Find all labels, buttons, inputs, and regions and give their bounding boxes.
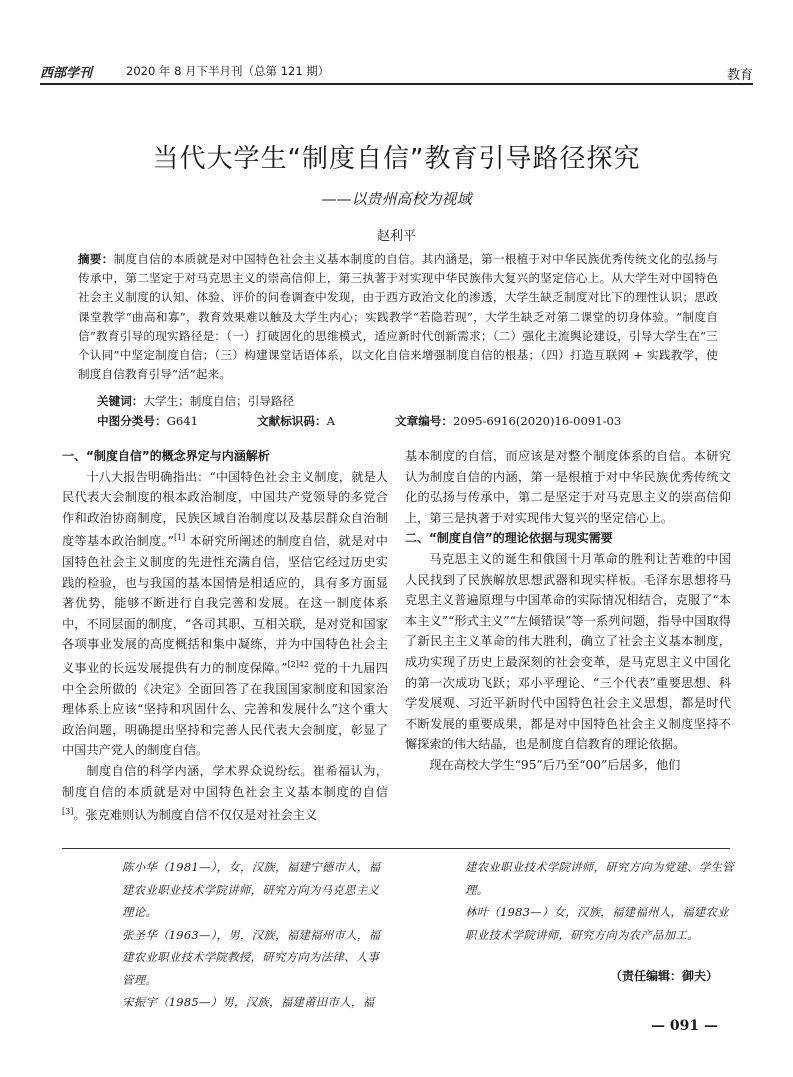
footnote-author-3: 宋振宇（1985—）男，汉族，福建莆田市人，福 (122, 995, 375, 1009)
footnote-author-2: 张圣华（1963—），男，汉族，福建福州市人，福建农业职业技术学院教授，研究方向为法律、人事管理。 (122, 927, 381, 987)
footnote-author-4: 林叶（1983—）女，汉族，福建福州人，福建农业职业技术学院讲师，研究方向为农产品加工。 (465, 905, 730, 942)
text-run: 党的十九届四中全会所做的《决定》全面回答了在我国国家制度和国家治理体系上应该“坚持和巩固什么、完善和发展什么”这个重大政治问题，明确提出坚持和完善人民代表大会制度，彰显了中国共产党人的制度自信。 (62, 661, 388, 758)
section-2-heading: 二、“制度自信”的理论依据与现实需要 (405, 531, 613, 546)
clc-value: G641 (166, 414, 198, 428)
section-1-paragraph-2-continued: 基本制度的自信，而应该是对整个制度体系的自信。本研究认为制度自信的内涵，第一是根植于对中华民族优秀传统文化的弘扬与传承中，第二是坚定于对马克思主义的崇高信仰上，第三是执著于对实现伟大复兴的坚定信心上。 (405, 449, 731, 525)
journal-logo: 西部学刊 (40, 66, 93, 81)
abstract-label: 摘要： (78, 252, 114, 266)
text-run: 。张克难则认为制度自信不仅仅是对社会主义 (73, 808, 318, 823)
text-run: 本研究所阐述的制度自信，就是对中国特色社会主义制度的先进性充满自信，坚信它经过历史实践的检验，也与我国的基本国情是相适应的，具有多方面显著优势，能够不断进行自我完善和发展。在这一制度体系中，不同层面的制度，“各司其职、互相关联，是对党和国家各项事业发展的高度概括和集中凝练，并为中国特色社会主义事业的长远发展提供有力的制度保障。” (62, 534, 388, 676)
clc-label: 中图分类号： (97, 414, 167, 428)
footnote-author-3-continued: 建农业职业技术学院讲师，研究方向为党建、学生管理。 (465, 860, 734, 897)
article-author: 赵利平 (376, 229, 416, 244)
page-number: — 091 — (651, 1018, 718, 1034)
issue-info: 2020 年 8 月下半月刊（总第 121 期） (126, 64, 330, 78)
article-subtitle: ——以贵州高校为视域 (321, 190, 472, 208)
footnote-rule (62, 848, 730, 849)
article-no-value: 2095-6916(2020)16-0091-03 (452, 414, 622, 428)
right-column (405, 446, 731, 776)
header-rule (40, 83, 753, 85)
clc (97, 413, 198, 429)
article-no-label: 文章编号： (395, 414, 453, 428)
article-title: 当代大学生“制度自信”教育引导路径探究 (152, 144, 641, 174)
doc-code (257, 413, 335, 429)
citation-2: [2]42 (287, 660, 309, 669)
keywords (97, 393, 294, 409)
footnotes-right (465, 856, 735, 946)
doc-code-label: 文献标识码： (257, 414, 327, 428)
citation-3: [3] (62, 807, 74, 817)
text-run: 十八大报告明确指出：“中国特色社会主义制度，就是人民代表大会制度的根本政治制度，中国共产党领导的多党合作和政治协商制度，民族区域自治制度以及基层群众自治制度等基本政治制度。” (62, 469, 388, 549)
responsible-editor: （责任编辑：御夫） (609, 969, 718, 983)
section-1-paragraph-2 (62, 761, 388, 826)
article-number (395, 413, 621, 429)
footnotes-left (122, 856, 390, 1014)
section-2-paragraph-2: 现在高校大学生“95”后乃至“00”后居多，他们 (429, 757, 681, 772)
keywords-text: 大学生；制度自信；引导路径 (143, 394, 295, 408)
doc-code-value: A (326, 414, 335, 428)
abstract-text: 制度自信的本质就是对中国特色社会主义基本制度的自信。其内涵是，第一根植于对中华民族优秀传统文化的弘扬与传承中，第二坚定于对马克思主义的崇高信仰上，第三执著于对实现中华民族伟大复兴的坚定信心上。从大学生对中国特色社会主义制度的认知、体验、评价的问卷调查中发现，由于西方政治文化的渗透，大学生缺乏制度对比下的理性认识；思政课堂教学“曲高和寡”，教育效果难以触及大学生内心；实践教学“若隐若现”，大学生缺乏对第二课堂的切身体验。“制度自信”教育引导的现实路径是：（一）打破固化的思维模式，适应新时代创新需求；（二）强化主流舆论建设，引导大学生在“三个认同”中坚定制度自信；（三）构建课堂话语体系，以文化自信来增强制度自信的根基；（四）打造互联网 + 实践教学，使制度自信教育引导“活”起来。 (78, 252, 718, 382)
running-header (40, 58, 753, 84)
citation-1: [1] (173, 533, 186, 543)
abstract (78, 250, 718, 384)
section-2-paragraph-1: 马克思主义的诞生和俄国十月革命的胜利让苦难的中国人民找到了民族解放思想武器和现实样板。毛泽东思想将马克思主义普遍原理与中国革命的实际情况相结合，克服了“本本主义”“形式主义”“左倾错误”等一系列问题，指导中国取得了新民主主义革命的伟大胜利，确立了社会主义基本制度，成功实现了历史上最深刻的社会变革，是马克思主义中国化的第一次成功飞跃；邓小平理论、“三个代表”重要思想、科学发展观、习近平新时代中国特色社会主义思想，都是时代不断发展的重要成果，都是对中国特色社会主义制度坚持不懈探索的伟大结晶，也是制度自信教育的理论依据。 (405, 551, 731, 752)
text-run: 制度自信的科学内涵，学术界众说纷纭。崔希福认为，制度自信的本质就是对中国特色社会主义基本制度的自信 (62, 764, 388, 799)
keywords-label: 关键词： (97, 394, 144, 408)
footnote-author-1: 陈小华（1981—），女，汉族，福建宁德市人，福建农业职业技术学院讲师，研究方向为马克思主义理论。 (122, 860, 381, 919)
section-name: 教育 (726, 68, 753, 83)
section-1-paragraph-1 (62, 467, 388, 761)
section-1-heading: 一、“制度自信”的概念界定与内涵解析 (62, 449, 270, 463)
left-column (62, 446, 388, 826)
